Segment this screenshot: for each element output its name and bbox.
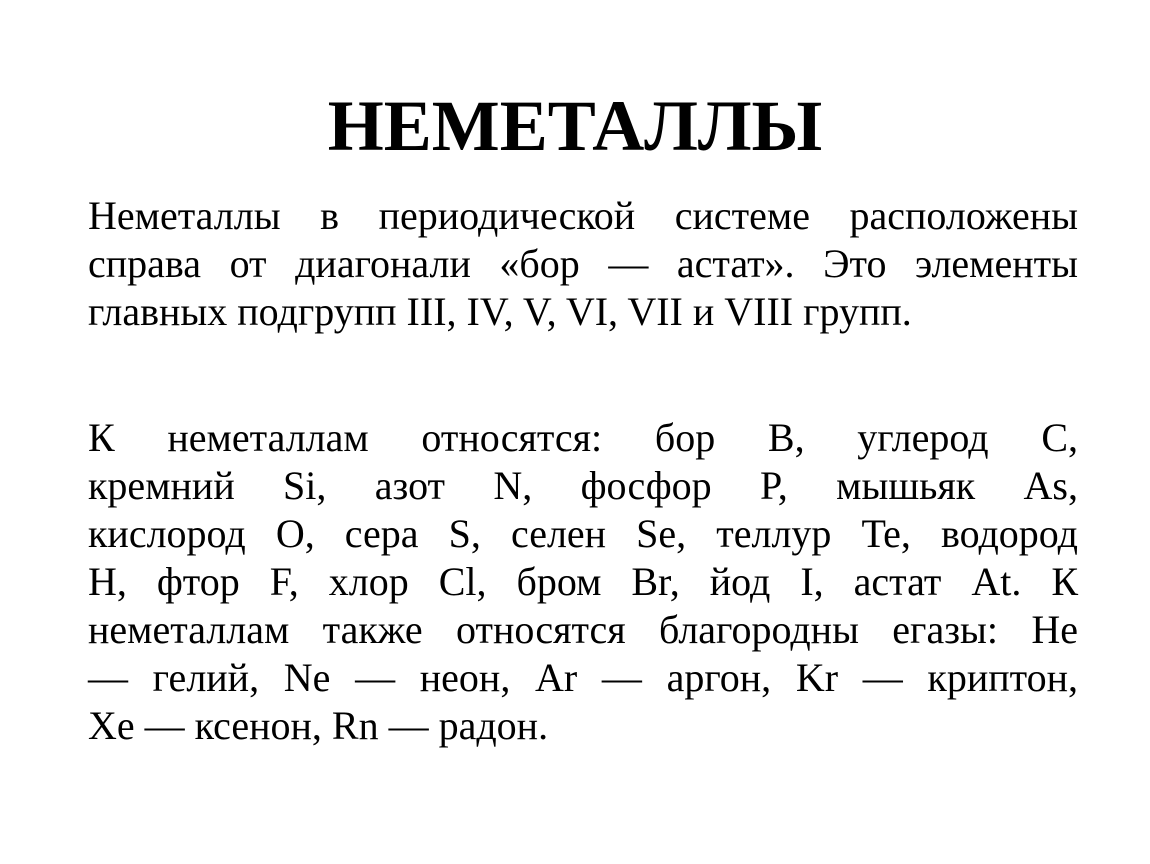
paragraph-line: кислород O, сера S, селен Se, теллур Te, водород [88, 511, 1078, 556]
slide-title: НЕМЕТАЛЛЫ [327, 86, 823, 166]
paragraph-line: справа от диагонали «бор — астат». Это элементы [88, 241, 1078, 286]
paragraph-element-list [88, 414, 1078, 750]
paragraph-location [88, 192, 1078, 336]
paragraph-line: Xe — ксенон, Rn — радон. [88, 703, 549, 748]
paragraph-line: неметаллам также относятся благородны егазы: He [88, 607, 1078, 652]
paragraph-line: H, фтор F, хлор Cl, бром Br, йод I, астат At. К [88, 559, 1078, 604]
paragraph-line: К неметаллам относятся: бор B, углерод C, [88, 415, 1078, 460]
paragraph-line: — гелий, Ne — неон, Ar — аргон, Kr — криптон, [88, 655, 1078, 700]
paragraph-line: главных подгрупп III, IV, V, VI, VII и VIII групп. [88, 289, 912, 334]
paragraph-line: Неметаллы в периодической системе расположены [88, 193, 1078, 238]
paragraph-line: кремний Si, азот N, фосфор P, мышьяк As, [88, 463, 1078, 508]
